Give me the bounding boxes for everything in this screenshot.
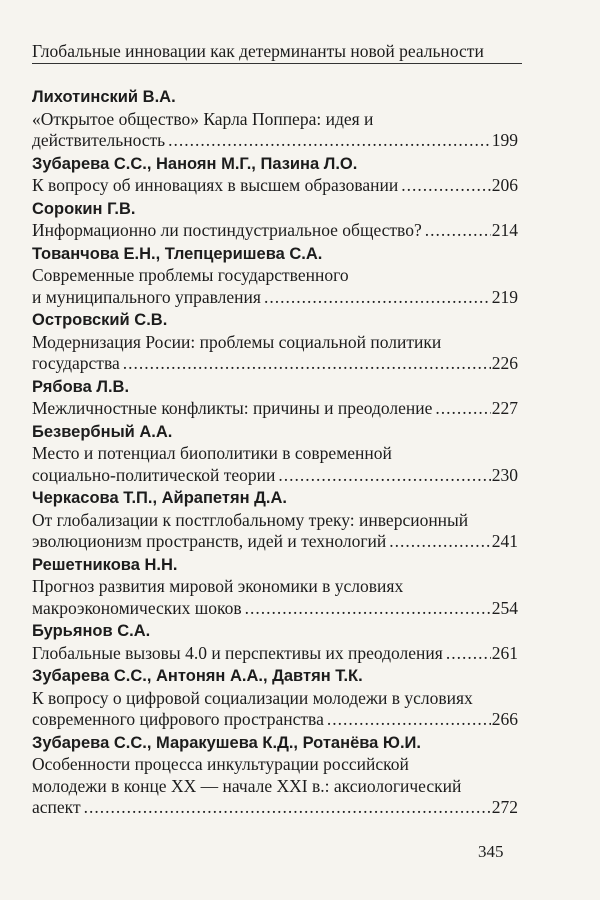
entry-title-line: Модернизация Росии: проблемы социальной политики: [32, 331, 442, 352]
entry-title-text: К вопросу об инновациях в высшем образовании: [32, 175, 399, 195]
entry-title-text: современного цифрового пространства: [32, 709, 324, 729]
entry-title-last-line: [32, 797, 518, 819]
dot-leader: [84, 797, 491, 819]
entry-title-text: Информационно ли постиндустриальное общество?: [32, 220, 422, 240]
entry-title-last-line: [32, 287, 518, 309]
entry-authors: Бурьянов С.А.: [32, 622, 151, 640]
entry-page-number: 226: [491, 353, 518, 373]
toc-entry: [32, 666, 518, 731]
toc-entry: [32, 733, 518, 819]
toc-entry: [32, 87, 518, 152]
entry-title-line: Особенности процесса инкультурации российской: [32, 754, 409, 774]
dot-leader: [245, 598, 491, 620]
entry-page-number: 261: [491, 642, 518, 663]
toc-entry: [32, 621, 518, 664]
entry-title-text: Межличностные конфликты: причины и преодоление: [32, 398, 433, 418]
table-of-contents: [32, 87, 518, 821]
entry-title-text: эволюционизм пространств, идей и технологий: [32, 531, 387, 551]
toc-entry: [32, 422, 518, 487]
entry-title-last-line: [32, 353, 518, 375]
toc-entry: [32, 154, 518, 197]
entry-title-text: аспект: [32, 797, 81, 817]
entry-title-line: К вопросу о цифровой социализации молодежи в условиях: [32, 687, 473, 708]
entry-title-line: молодежи в конце XX — начале XXI в.: аксиологический: [32, 775, 462, 796]
entry-title-text: Глобальные вызовы 4.0 и перспективы их преодоления: [32, 642, 443, 663]
page-number: 345: [478, 842, 504, 861]
entry-page-number: 266: [491, 709, 518, 729]
toc-entry: [32, 377, 518, 420]
dot-leader: [278, 465, 490, 487]
dot-leader: [327, 709, 491, 731]
entry-authors: Тованчова Е.Н., Тлепцеришева С.А.: [32, 244, 323, 263]
running-header: Глобальные инновации как детерминанты новой реальности: [32, 41, 484, 61]
entry-authors: Лихотинский В.А.: [32, 88, 176, 106]
dot-leader: [389, 531, 490, 553]
entry-title-line: От глобализации к постглобальному треку: инверсионный: [32, 509, 469, 530]
entry-page-number: 227: [491, 398, 518, 418]
entry-title-line: Место и потенциал биополитики в современной: [32, 443, 392, 463]
dot-leader: [168, 130, 491, 152]
dot-leader: [435, 398, 490, 420]
toc-entry: [32, 310, 518, 375]
entry-authors: Зубарева С.С., Антонян А.А., Давтян Т.К.: [32, 667, 363, 685]
entry-title-last-line: [32, 598, 518, 620]
entry-title-line: Современные проблемы государственного: [32, 265, 349, 285]
entry-page-number: 272: [491, 797, 518, 817]
header-rule: [32, 63, 522, 64]
entry-page-number: 230: [491, 464, 518, 485]
entry-title-text: действительность: [32, 130, 166, 150]
entry-authors: Безвербный А.А.: [32, 422, 173, 441]
entry-authors: Рябова Л.В.: [32, 377, 130, 396]
entry-title-line: Прогноз развития мировой экономики в условиях: [32, 576, 404, 596]
dot-leader: [425, 220, 491, 242]
entry-authors: Зубарева С.С., Наноян М.Г., Пазина Л.О.: [32, 154, 358, 173]
entry-page-number: 206: [491, 175, 518, 195]
toc-entry: [32, 555, 518, 620]
dot-leader: [401, 175, 491, 197]
entry-title-last-line: [32, 465, 518, 487]
entry-title-text: и муниципального управления: [32, 286, 261, 307]
entry-title-line: «Открытое общество» Карла Поппера: идея и: [32, 108, 374, 129]
entry-authors: Зубарева С.С., Маракушева К.Д., Ротанёва Ю.И.: [32, 733, 421, 752]
dot-leader: [264, 287, 491, 309]
entry-title-text: социально-политической теории: [32, 464, 276, 485]
dot-leader: [123, 353, 491, 375]
entry-page-number: 241: [491, 531, 518, 551]
entry-authors: Сорокин Г.В.: [32, 199, 136, 218]
entry-title-last-line: [32, 398, 518, 420]
entry-title-text: государства: [32, 353, 120, 373]
toc-entry: [32, 488, 518, 553]
toc-entry: [32, 199, 518, 242]
entry-title-last-line: [32, 175, 518, 197]
entry-title-last-line: [32, 220, 518, 242]
entry-page-number: 199: [491, 130, 518, 150]
entry-authors: Черкасова Т.П., Айрапетян Д.А.: [32, 489, 287, 507]
toc-entry: [32, 244, 518, 309]
entry-title-last-line: [32, 130, 518, 152]
dot-leader: [446, 643, 491, 665]
entry-title-last-line: [32, 531, 518, 553]
entry-authors: Островский С.В.: [32, 311, 168, 329]
entry-title-last-line: [32, 643, 518, 665]
entry-page-number: 219: [491, 286, 518, 307]
entry-page-number: 254: [491, 597, 518, 618]
entry-page-number: 214: [491, 220, 518, 240]
entry-title-text: макроэкономических шоков: [32, 597, 242, 618]
entry-title-last-line: [32, 709, 518, 731]
entry-authors: Решетникова Н.Н.: [32, 555, 178, 574]
